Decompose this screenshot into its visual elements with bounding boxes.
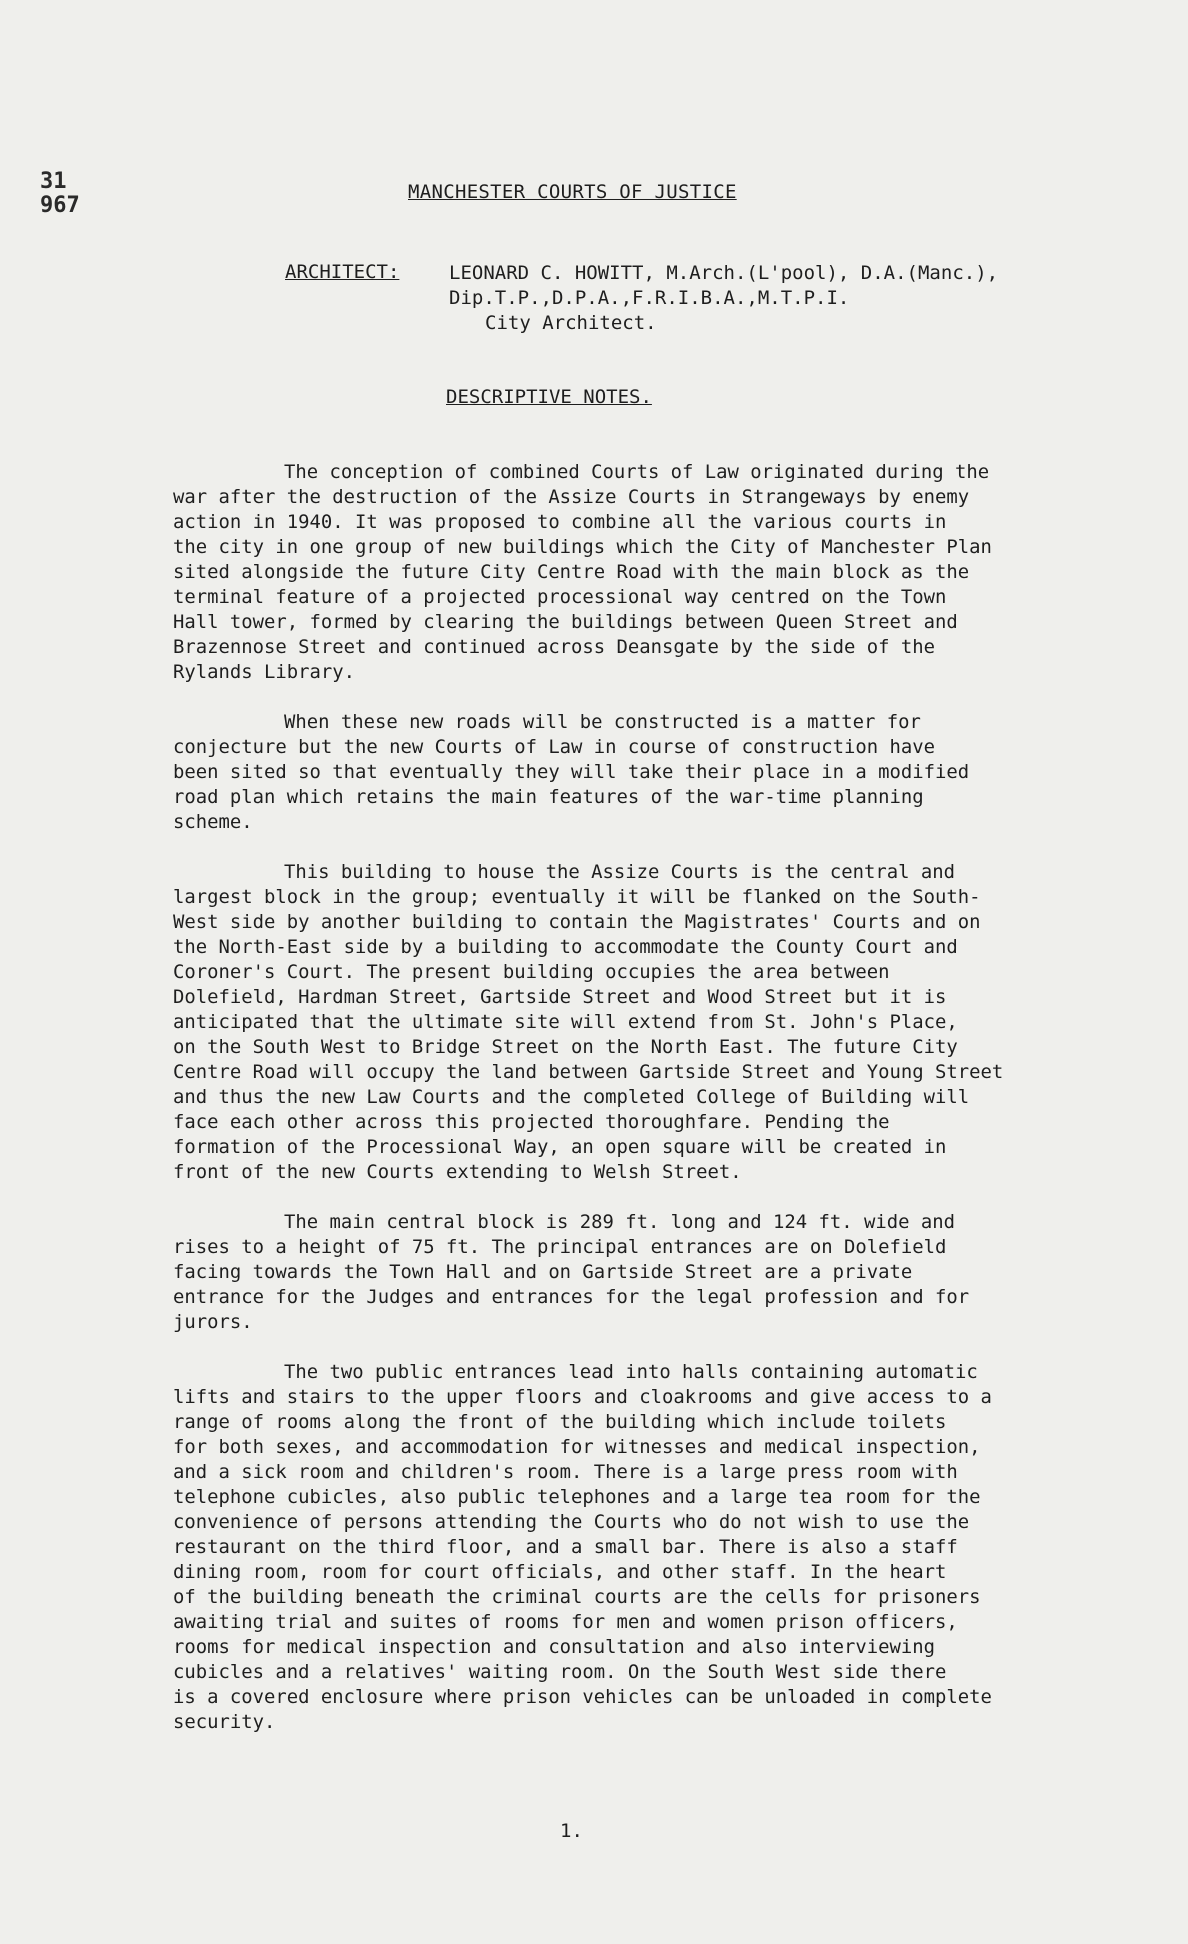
reference-line: 967 — [40, 193, 80, 218]
text-line: security. — [173, 1711, 276, 1733]
architect-details — [449, 261, 998, 336]
text-line: of the building beneath the criminal courts are the cells for prisoners — [173, 1586, 981, 1608]
text-line: front of the new Courts extending to Welsh Street. — [173, 1161, 742, 1183]
text-line: road plan which retains the main features of the war-time planning — [173, 786, 924, 808]
text-line: for both sexes, and accommodation for witnesses and medical inspection, — [173, 1436, 981, 1458]
body-text — [173, 460, 1093, 1760]
text-line: Dolefield, Hardman Street, Gartside Street and Wood Street but it is — [173, 986, 947, 1008]
text-line: When these new roads will be constructed is a matter for — [284, 711, 921, 733]
text-line: rises to a height of 75 ft. The principal entrances are on Dolefield — [173, 1236, 947, 1258]
text-line: sited alongside the future City Centre Road with the main block as the — [173, 561, 970, 583]
architect-line: Dip.T.P.,D.P.A.,F.R.I.B.A.,M.T.P.I. — [449, 287, 850, 309]
paragraph — [173, 460, 1093, 685]
reference-number — [40, 170, 80, 218]
text-line: been sited so that eventually they will take their place in a modified — [173, 761, 970, 783]
text-line: Hall tower, formed by clearing the buildings between Queen Street and — [173, 611, 958, 633]
text-line: action in 1940. It was proposed to combine all the various courts in — [173, 511, 947, 533]
text-line: war after the destruction of the Assize Courts in Strangeways by enemy — [173, 486, 970, 508]
text-line: the North-East side by a building to accommodate the County Court and — [173, 936, 958, 958]
text-line: cubicles and a relatives' waiting room. On the South West side there — [173, 1661, 947, 1683]
text-line: is a covered enclosure where prison vehicles can be unloaded in complete — [173, 1686, 992, 1708]
text-line: restaurant on the third floor, and a small bar. There is also a staff — [173, 1536, 958, 1558]
text-line: entrance for the Judges and entrances for the legal profession and for — [173, 1286, 970, 1308]
text-line: jurors. — [173, 1311, 253, 1333]
paragraph — [173, 1210, 1093, 1335]
paragraph — [173, 710, 1093, 835]
text-line: lifts and stairs to the upper floors and cloakrooms and give access to a — [173, 1386, 992, 1408]
text-line: scheme. — [173, 811, 253, 833]
text-line: on the South West to Bridge Street on the North East. The future City — [173, 1036, 958, 1058]
section-heading: DESCRIPTIVE NOTES. — [446, 386, 652, 408]
text-line: face each other across this projected thoroughfare. Pending the — [173, 1111, 890, 1133]
text-line: convenience of persons attending the Courts who do not wish to use the — [173, 1511, 970, 1533]
reference-line: 31 — [40, 169, 67, 194]
paragraph — [173, 1360, 1093, 1735]
text-line: Centre Road will occupy the land between Gartside Street and Young Street — [173, 1061, 1004, 1083]
text-line: and thus the new Law Courts and the completed College of Building will — [173, 1086, 970, 1108]
architect-line: LEONARD C. HOWITT, M.Arch.(L'pool), D.A.(Manc.), — [449, 262, 999, 284]
document-title: MANCHESTER COURTS OF JUSTICE — [408, 181, 737, 203]
text-line: largest block in the group; eventually it will be flanked on the South- — [173, 886, 981, 908]
page-number: 1. — [560, 1820, 583, 1842]
paragraph — [173, 860, 1093, 1185]
architect-label: ARCHITECT: — [285, 261, 400, 283]
text-line: The conception of combined Courts of Law originated during the — [284, 461, 990, 483]
text-line: West side by another building to contain the Magistrates' Courts and on — [173, 911, 981, 933]
text-line: The main central block is 289 ft. long and 124 ft. wide and — [284, 1211, 956, 1233]
text-line: conjecture but the new Courts of Law in course of construction have — [173, 736, 935, 758]
text-line: terminal feature of a projected processional way centred on the Town — [173, 586, 947, 608]
text-line: The two public entrances lead into halls containing automatic — [284, 1361, 978, 1383]
text-line: rooms for medical inspection and consultation and also interviewing — [173, 1636, 935, 1658]
text-line: dining room, room for court officials, and other staff. In the heart — [173, 1561, 947, 1583]
text-line: This building to house the Assize Courts is the central and — [284, 861, 956, 883]
architect-line: City Architect. — [485, 312, 657, 334]
text-line: anticipated that the ultimate site will extend from St. John's Place, — [173, 1011, 958, 1033]
text-line: formation of the Processional Way, an open square will be created in — [173, 1136, 947, 1158]
text-line: Rylands Library. — [173, 661, 355, 683]
text-line: Brazennose Street and continued across Deansgate by the side of the — [173, 636, 935, 658]
text-line: facing towards the Town Hall and on Gartside Street are a private — [173, 1261, 913, 1283]
text-line: telephone cubicles, also public telephones and a large tea room for the — [173, 1486, 981, 1508]
text-line: the city in one group of new buildings which the City of Manchester Plan — [173, 536, 992, 558]
text-line: awaiting trial and suites of rooms for men and women prison officers, — [173, 1611, 958, 1633]
text-line: and a sick room and children's room. There is a large press room with — [173, 1461, 958, 1483]
text-line: Coroner's Court. The present building occupies the area between — [173, 961, 890, 983]
text-line: range of rooms along the front of the building which include toilets — [173, 1411, 947, 1433]
